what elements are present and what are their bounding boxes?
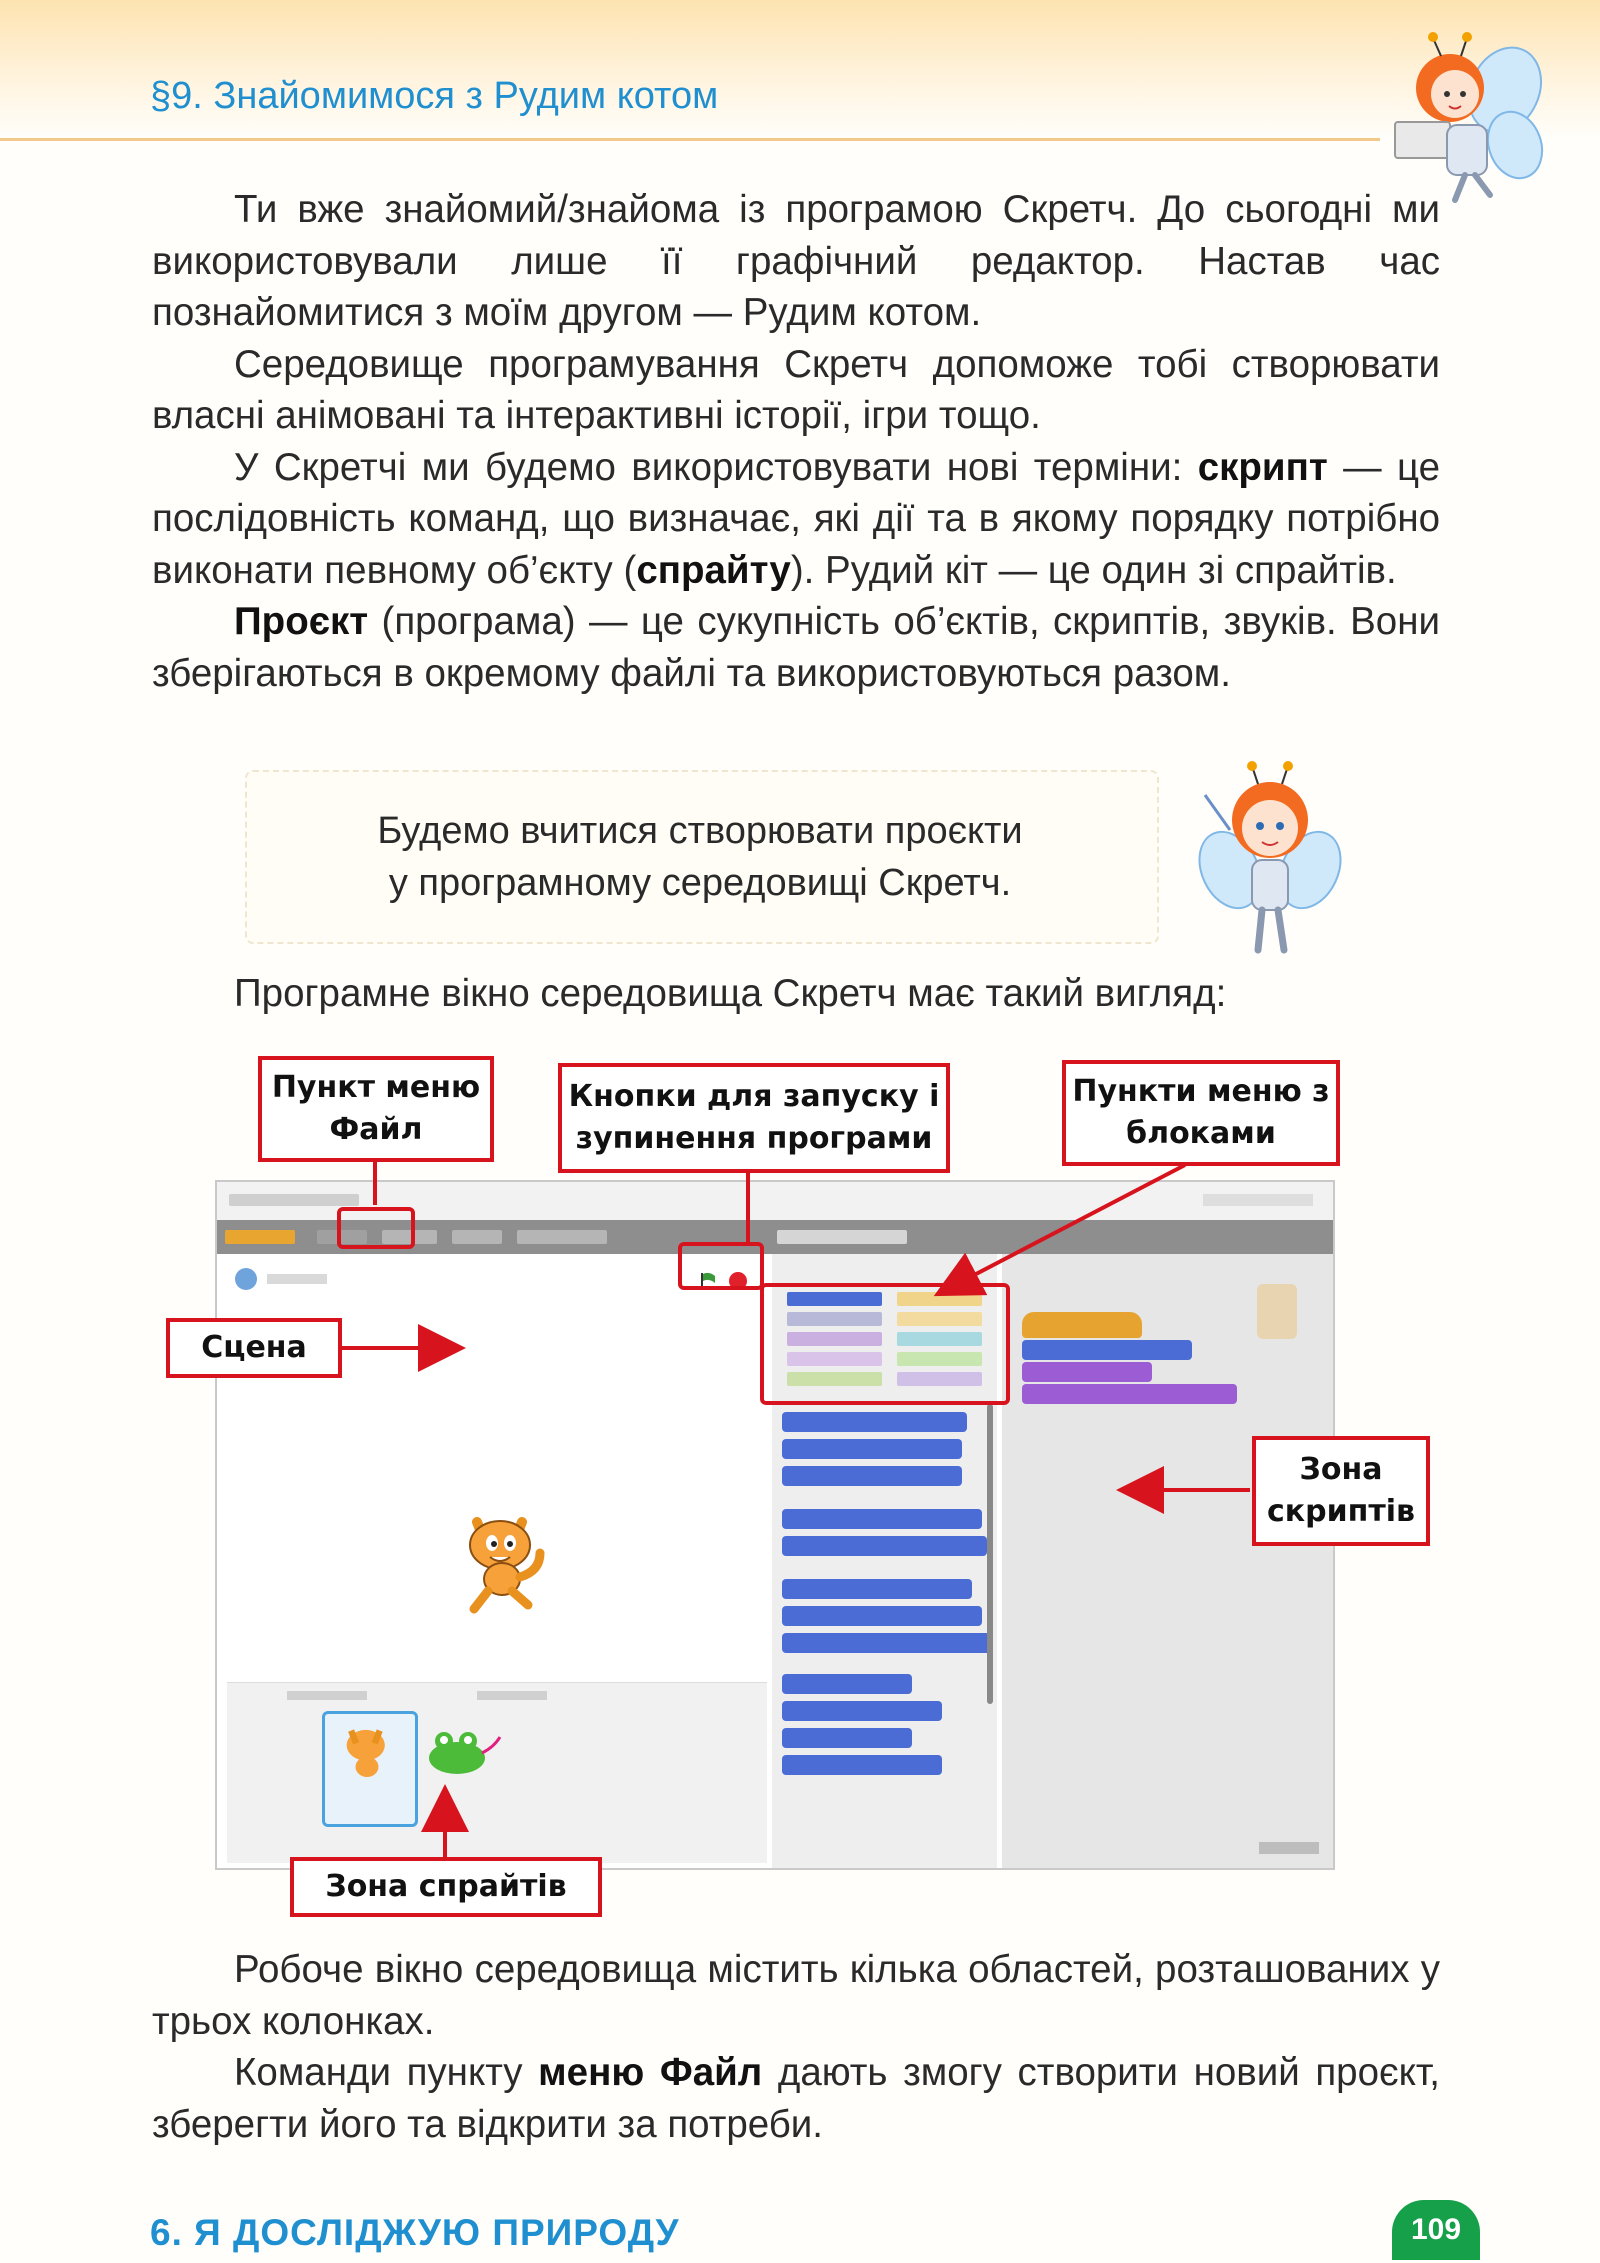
outro-paragraph-1: Робоче вікно середовища містить кілька областей, розташованих у трьох колонках. [152, 1948, 1440, 2043]
intro-paragraph-4: Проєкт (програма) — це сукупність об’єктів, скриптів, звуків. Вони зберігаються в окремому файлі та використовуються разом. [152, 600, 1440, 695]
term-script: скрипт [1197, 445, 1328, 489]
section-title: §9. Знайомимося з Рудим котом [150, 75, 719, 117]
label-stage: Сцена [166, 1318, 342, 1378]
outro-text [152, 1944, 1440, 2150]
label-sprites-zone: Зона спрайтів [290, 1857, 602, 1917]
intro-paragraph-3: У Скретчі ми будемо використовувати нові терміни: скрипт — це послідовність команд, що визначає, які дії та в якому порядку потрібно виконати певному об’єкту (спрайту). Рудий кіт — це один зі спрайтів. [152, 445, 1440, 592]
intro-paragraph-1: Ти вже знайомий/знайома із програмою Скретч. До сьогодні ми використовували лише її графічний редактор. Настав час познайомитися з моїм другом — Рудим котом. [152, 188, 1440, 334]
term-project: Проєкт [234, 600, 369, 643]
term-sprite: спрайту [636, 548, 791, 592]
outro-paragraph-2: Команди пункту меню Файл дають змогу створити новий проєкт, зберегти його та відкрити за потреби. [152, 2051, 1440, 2146]
figure-lead: Програмне вікно середовища Скретч має такий вигляд: [234, 972, 1227, 1015]
label-block-menu: Пункти меню з блоками [1062, 1060, 1340, 1166]
intro-paragraph-2: Середовище програмування Скретч допоможе тобі створювати власні анімовані та інтерактивні історії, ігри тощо. [152, 342, 1440, 437]
page-number-badge: 109 [1392, 2200, 1480, 2260]
label-run-stop-buttons: Кнопки для запуску і зупинення програми [558, 1063, 950, 1173]
chapter-footer: 6. Я ДОСЛІДЖУЮ ПРИРОДУ [150, 2212, 680, 2253]
callout-line-2: у програмному середовищі Скретч. [388, 862, 1012, 904]
label-file-menu: Пункт меню Файл [258, 1056, 494, 1162]
term-file-menu: меню Файл [538, 2051, 763, 2094]
label-scripts-zone: Зона скриптів [1252, 1436, 1430, 1546]
callout-line-1: Будемо вчитися створювати проєкти [377, 810, 1023, 852]
